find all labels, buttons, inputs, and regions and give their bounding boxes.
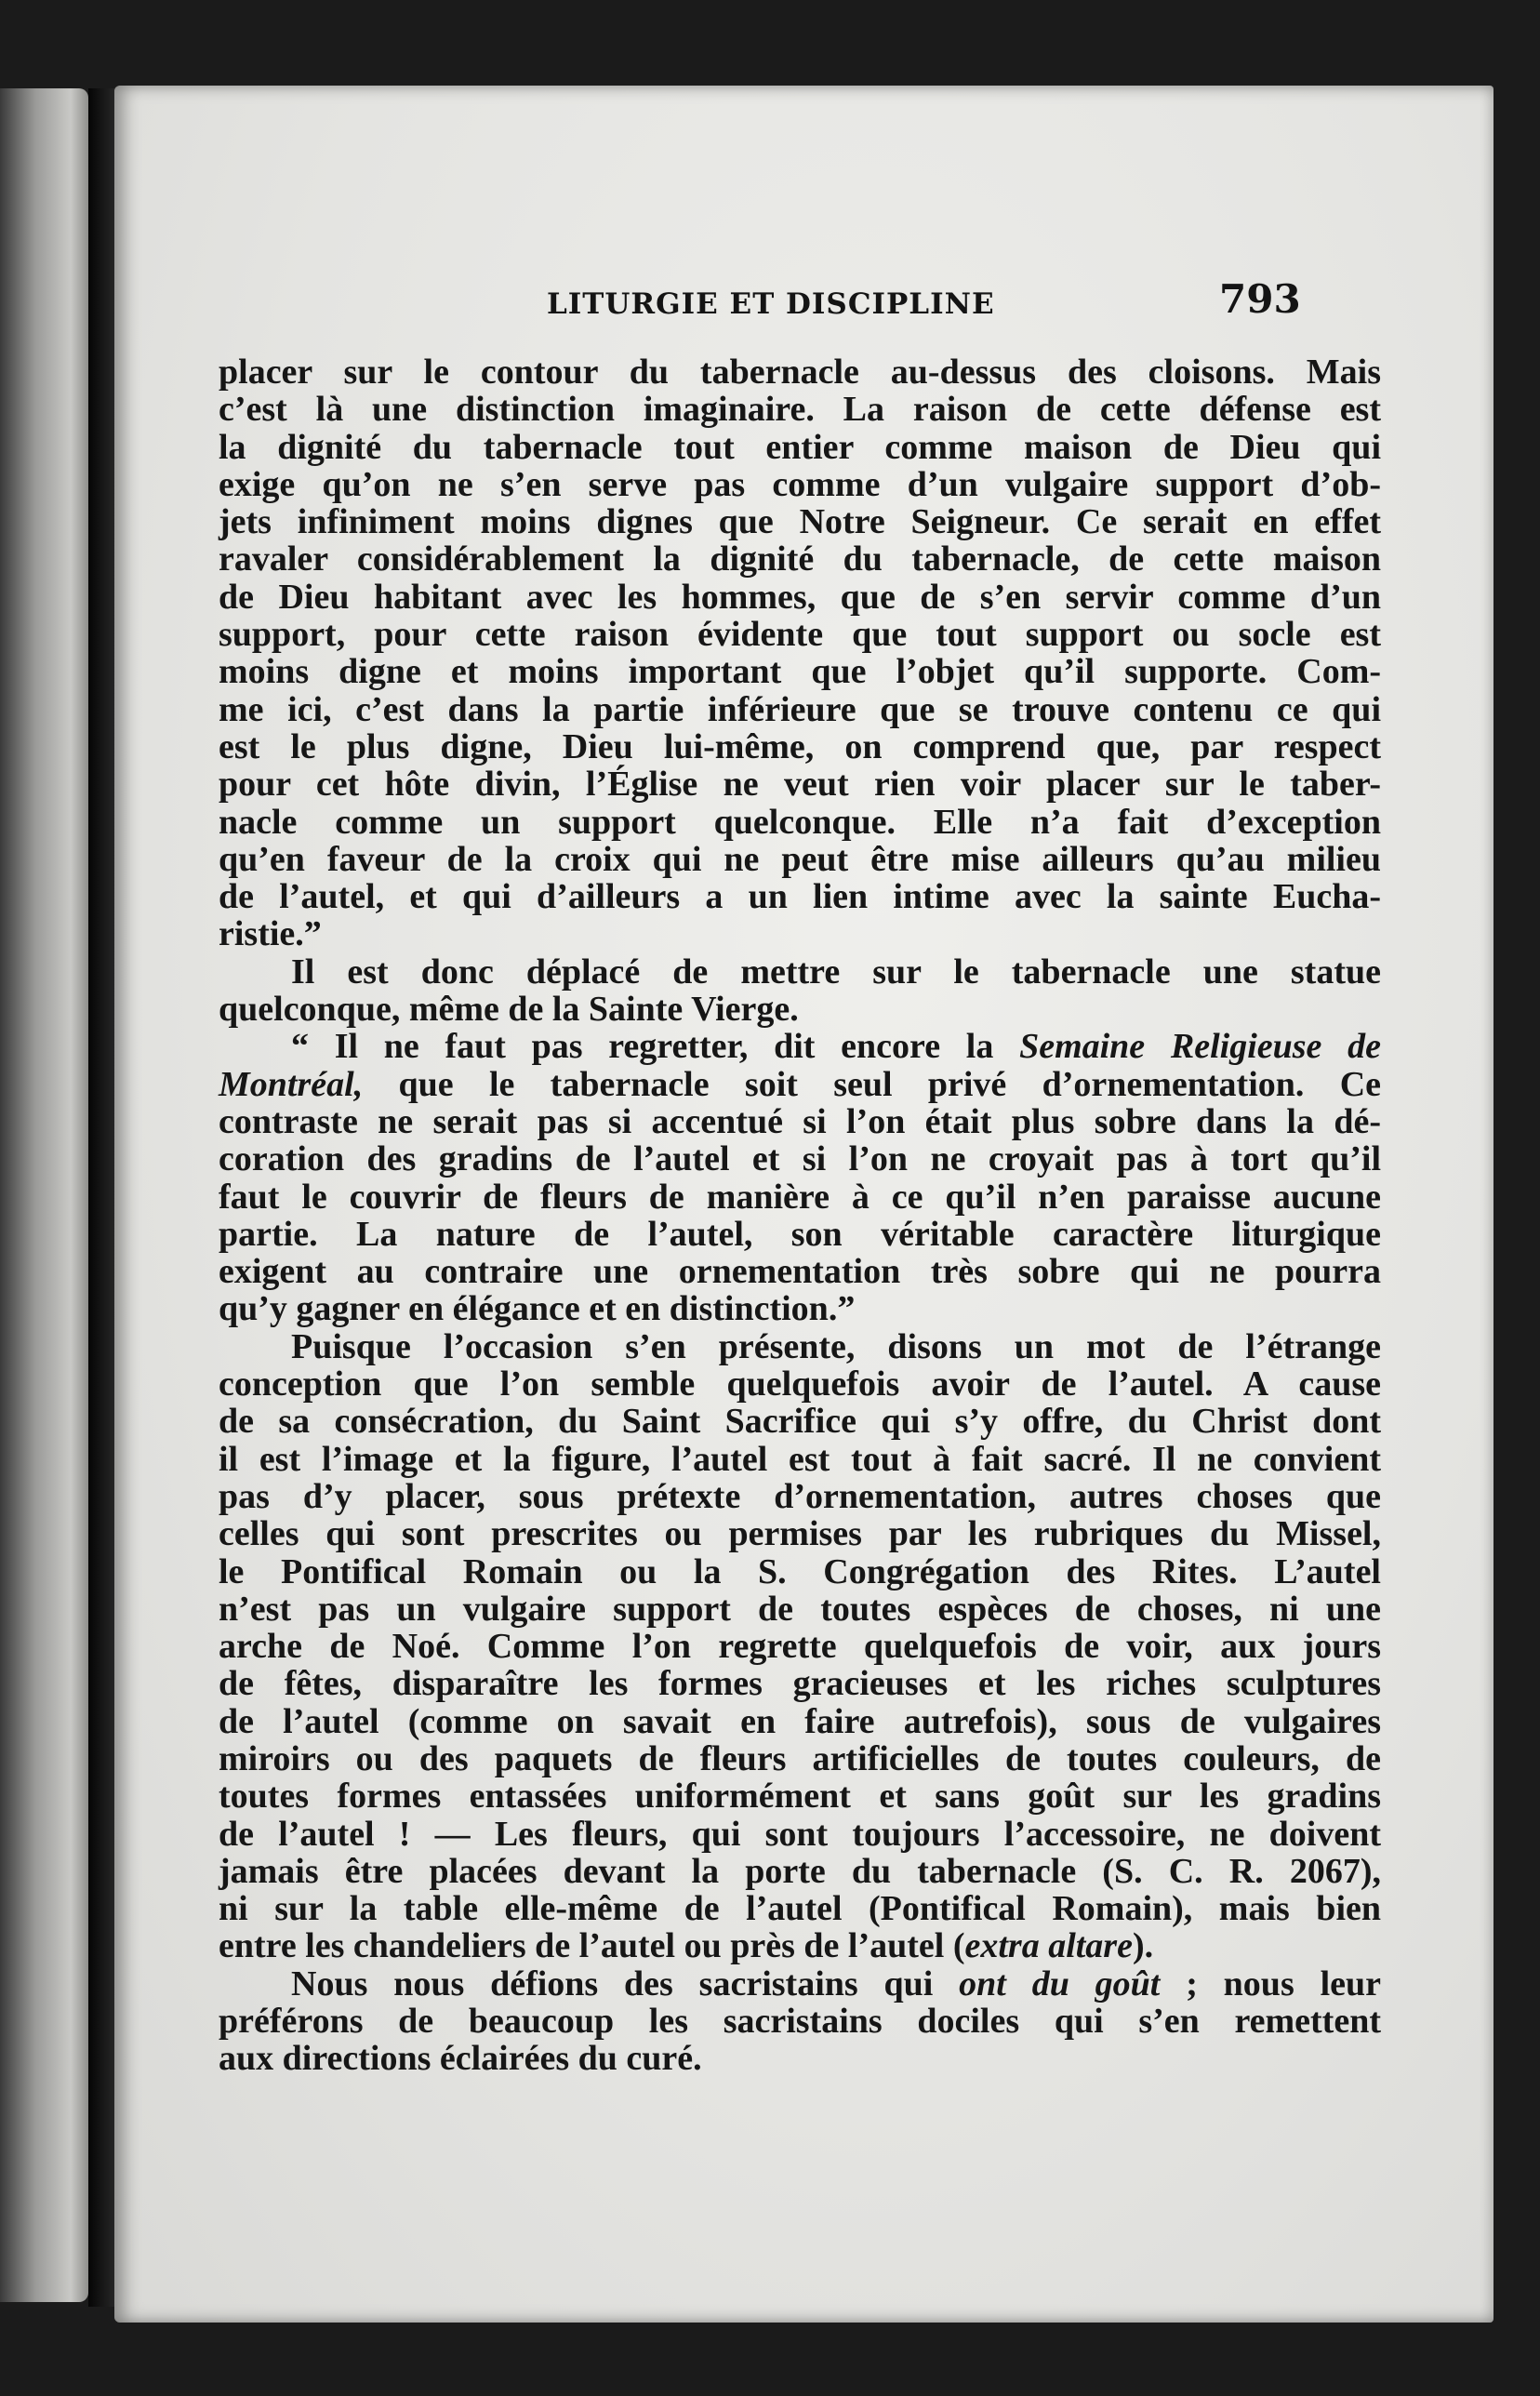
text-line: Puisque l’occasion s’en présente, disons un mot de l’étrange bbox=[291, 1326, 1381, 1366]
adjacent-page-edge bbox=[0, 88, 88, 2302]
text-line: moins digne et moins important que l’objet qu’il supporte. Com- bbox=[219, 652, 1381, 692]
text-line: de Dieu habitant avec les hommes, que de s’en servir comme d’un bbox=[219, 577, 1381, 617]
text-line: conception que l’on semble quelquefois avoir de l’autel. A cause bbox=[219, 1364, 1381, 1404]
text-line: ni sur la table elle-même de l’autel (Pontifical Romain), mais bien bbox=[219, 1889, 1381, 1929]
text-line: exige qu’on ne s’en serve pas comme d’un vulgaire support d’ob- bbox=[219, 464, 1381, 504]
text-line: Nous nous défions des sacristains qui ont du goût ; nous leur bbox=[291, 1963, 1381, 2003]
text-line: Il est donc déplacé de mettre sur le tabernacle une statue bbox=[291, 952, 1381, 992]
text-line: partie. La nature de l’autel, son véritable caractère liturgique bbox=[219, 1214, 1381, 1254]
book-gutter bbox=[88, 88, 114, 2307]
text-line: faut le couvrir de fleurs de manière à ce qu’il n’en paraisse aucune bbox=[219, 1177, 1381, 1217]
text-line: de l’autel, et qui d’ailleurs a un lien intime avec la sainte Eucha- bbox=[219, 877, 1381, 917]
text-line: celles qui sont prescrites ou permises par les rubriques du Missel, bbox=[219, 1514, 1381, 1554]
text-line: me ici, c’est dans la partie inférieure que se trouve contenu ce qui bbox=[219, 689, 1381, 729]
text-line: c’est là une distinction imaginaire. La raison de cette défense est bbox=[219, 390, 1381, 430]
text-line: quelconque, même de la Sainte Vierge. bbox=[219, 990, 799, 1030]
text-line: ristie.” bbox=[219, 914, 322, 954]
book-page bbox=[114, 86, 1494, 2323]
text-line: aux directions éclairées du curé. bbox=[219, 2039, 702, 2079]
text-line: placer sur le contour du tabernacle au-dessus des cloisons. Mais bbox=[219, 353, 1381, 392]
text-line: de l’autel (comme on savait en faire autrefois), sous de vulgaires bbox=[219, 1701, 1381, 1741]
page-number: 793 bbox=[1219, 276, 1301, 322]
text-line: de fêtes, disparaître les formes gracieuses et les riches sculptures bbox=[219, 1664, 1381, 1704]
text-line: qu’y gagner en élégance et en distinction.” bbox=[219, 1289, 856, 1329]
text-line: pas d’y placer, sous prétexte d’ornementation, autres choses que bbox=[219, 1476, 1381, 1516]
text-line: qu’en faveur de la croix qui ne peut être mise ailleurs qu’au milieu bbox=[219, 839, 1381, 879]
text-line: n’est pas un vulgaire support de toutes espèces de choses, ni une bbox=[219, 1589, 1381, 1629]
text-line: toutes formes entassées uniformément et sans goût sur les gradins bbox=[219, 1777, 1381, 1817]
text-line: la dignité du tabernacle tout entier comme maison de Dieu qui bbox=[219, 427, 1381, 467]
text-line: “ Il ne faut pas regretter, dit encore la Semaine Religieuse de bbox=[291, 1027, 1382, 1067]
text-line: il est l’image et la figure, l’autel est tout à fait sacré. Il ne convient bbox=[219, 1439, 1381, 1479]
text-line: préférons de beaucoup les sacristains dociles qui s’en remettent bbox=[219, 2002, 1381, 2042]
text-line: ravaler considérablement la dignité du tabernacle, de cette maison bbox=[219, 539, 1381, 579]
text-line: nacle comme un support quelconque. Elle n’a fait d’exception bbox=[219, 802, 1381, 842]
text-line: support, pour cette raison évidente que tout support ou socle est bbox=[219, 615, 1381, 655]
text-line: arche de Noé. Comme l’on regrette quelquefois de voir, aux jours bbox=[219, 1627, 1381, 1667]
text-line: miroirs ou des paquets de fleurs artificielles de toutes couleurs, de bbox=[219, 1738, 1381, 1778]
text-line: est le plus digne, Dieu lui-même, on comprend que, par respect bbox=[219, 726, 1381, 766]
text-line: jamais être placées devant la porte du tabernacle (S. C. R. 2067), bbox=[219, 1851, 1381, 1891]
text-line: coration des gradins de l’autel et si l’on ne croyait pas à tort qu’il bbox=[219, 1139, 1381, 1179]
text-line: exigent au contraire une ornementation très sobre qui ne pourra bbox=[219, 1252, 1381, 1292]
text-line: entre les chandeliers de l’autel ou près de l’autel (extra altare). bbox=[219, 1926, 1154, 1966]
body-text bbox=[219, 353, 1381, 2078]
text-line: de l’autel ! — Les fleurs, qui sont toujours l’accessoire, ne doivent bbox=[219, 1814, 1381, 1854]
text-line: jets infiniment moins dignes que Notre Seigneur. Ce serait en effet bbox=[219, 502, 1381, 542]
text-line: contraste ne serait pas si accentué si l’on était plus sobre dans la dé- bbox=[219, 1101, 1381, 1141]
text-line: de sa consécration, du Saint Sacrifice qui s’y offre, du Christ dont bbox=[219, 1402, 1381, 1442]
text-line: Montréal, que le tabernacle soit seul privé d’ornementation. Ce bbox=[219, 1064, 1381, 1104]
running-title: LITURGIE ET DISCIPLINE bbox=[547, 287, 995, 321]
page-header bbox=[114, 276, 1494, 332]
text-line: pour cet hôte divin, l’Église ne veut rien voir placer sur le taber- bbox=[219, 765, 1381, 805]
text-line: le Pontifical Romain ou la S. Congrégation des Rites. L’autel bbox=[219, 1551, 1381, 1591]
